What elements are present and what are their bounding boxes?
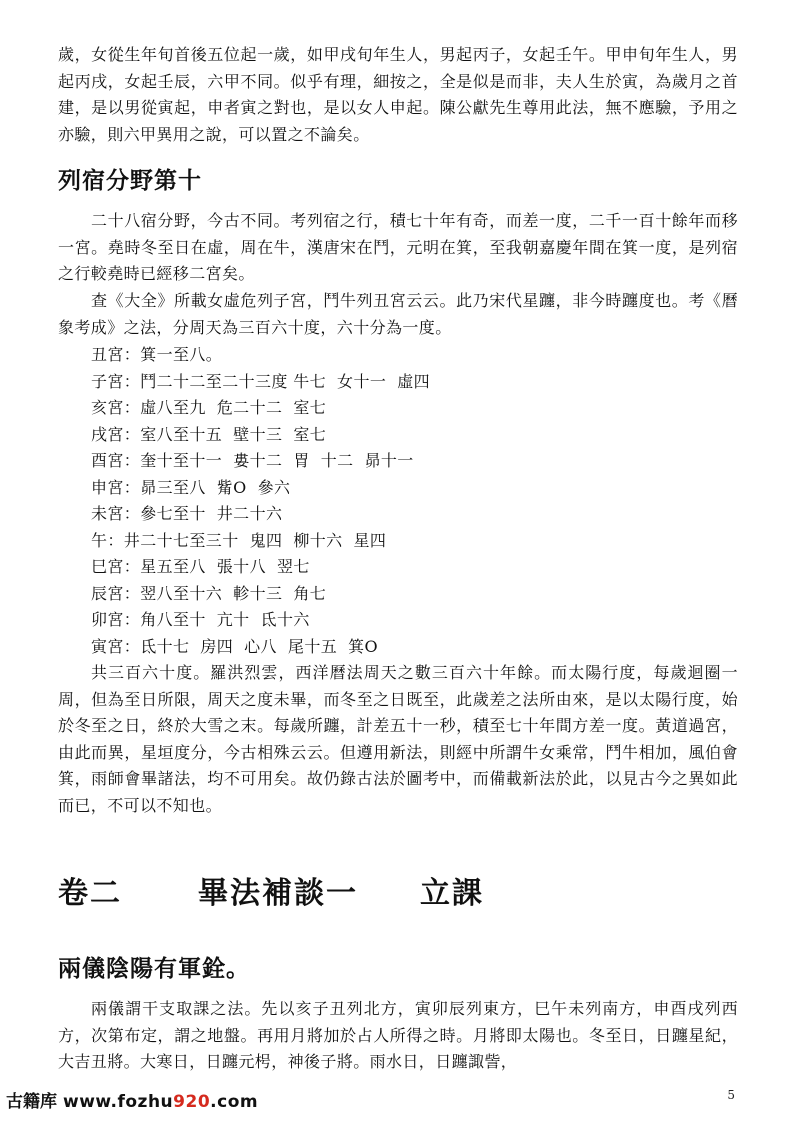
intro-paragraph: 歲，女從生年旬首後五位起一歲，如甲戌旬年生人，男起丙子，女起壬午。甲申旬年生人，男起丙戌，女起壬辰，六甲不同。似乎有理，細按之，全是似是而非，夫人生於寅，為歲月之首建，是以男從寅起，申者寅之對也，是以女人申起。陳公獻先生尊用此法，無不應驗，予用之亦驗，則六甲異用之說，可以置之不論矣。	[58, 45, 738, 144]
palace-entry-xu: 戌宮：室八至十五 壁十三 室七	[91, 424, 327, 444]
site-url-suffix: .com	[210, 1092, 259, 1112]
section-paragraph-1: 二十八宿分野，今古不同。考列宿之行，積七十年有奇，而差一度，二千一百十餘年而移一宮。堯時冬至日在虛，周在牛，漢唐宋在鬥，元明在箕，至我朝嘉慶年間在箕一度，是列宿之行較堯時已經移二宮矣。	[58, 211, 738, 283]
palace-list	[91, 342, 430, 660]
section-paragraph-2: 查《大全》所載女虛危列子宮，鬥牛列丑宮云云。此乃宋代星躔，非今時躔度也。考《曆象考成》之法，分周天為三百六十度，六十分為一度。	[58, 291, 738, 337]
chapter-subtitle: 立課	[420, 876, 484, 911]
palace-entry-hai: 亥宮：虛八至九 危二十二 室七	[91, 398, 327, 417]
site-url-prefix: www.fozhu	[63, 1092, 174, 1112]
subsection-title: 兩儀陰陽有軍銓。	[58, 956, 250, 982]
site-url	[63, 1092, 258, 1112]
site-url-number: 920	[173, 1092, 211, 1112]
palace-entry-wu: 午：井二十七至三十 鬼四 柳十六 星四	[91, 530, 387, 550]
palace-entry-zi: 子宮：鬥二十二至二十三度 牛七 女十一 虛四	[91, 371, 431, 391]
chapter-title: 畢法補談一	[198, 876, 358, 911]
site-logo-text: 古籍库	[6, 1092, 57, 1112]
section-title: 列宿分野第十	[58, 168, 202, 194]
subsection-paragraph: 兩儀謂干支取課之法。先以亥子丑列北方，寅卯辰列東方，巳午未列南方，申酉戌列西方，次第布定，謂之地盤。再用月將加於占人所得之時。月將即太陽也。冬至日，日躔星紀，大吉丑將。大寒日，日躔元枵，神後子將。雨水日，日躔諏訾，	[58, 999, 738, 1071]
palace-entry-wei: 未宮：參七至十 井二十六	[91, 504, 283, 523]
palace-entry-chen: 辰宮：翌八至十六 軫十三 角七	[91, 583, 327, 603]
palace-entry-si: 巳宮：星五至八 張十八 翌七	[91, 557, 310, 576]
palace-entry-shen: 申宮：昴三至八 觜O 參六	[91, 477, 291, 497]
palace-entry-you: 酉宮：奎十至十一 婁十二 胃 十二 昴十一	[91, 451, 414, 470]
palace-entry-mao: 卯宮：角八至十 亢十 氐十六	[91, 610, 310, 629]
palace-entry-yin: 寅宮：氐十七 房四 心八 尾十五 箕O	[91, 636, 379, 656]
chapter-volume: 卷二	[58, 876, 122, 911]
page-number: 5	[727, 1088, 735, 1102]
palace-entry-chou: 丑宮：箕一至八。	[91, 345, 223, 364]
section-paragraph-3: 共三百六十度。羅洪烈雲，西洋曆法周天之數三百六十年餘。而太陽行度，每歲迴圈一周，但為至日所限，周天之度未畢，而冬至之日既至，此歲差之法所由來，是以太陽行度，始於冬至之日，終於大雪之末。每歲所躔，計差五十一秒，積至七十年間方差一度。黃道過宮，由此而異，星垣度分，今古相殊云云。但遵用新法，則經中所謂牛女乘常，鬥牛相加，風伯會箕，雨師會畢諸法，均不可用矣。故仍錄古法於圖考中，而備載新法於此，以見古今之異如此而已，不可以不知也。	[58, 663, 738, 815]
site-watermark-logo	[6, 1087, 258, 1112]
chapter-heading	[58, 868, 484, 912]
